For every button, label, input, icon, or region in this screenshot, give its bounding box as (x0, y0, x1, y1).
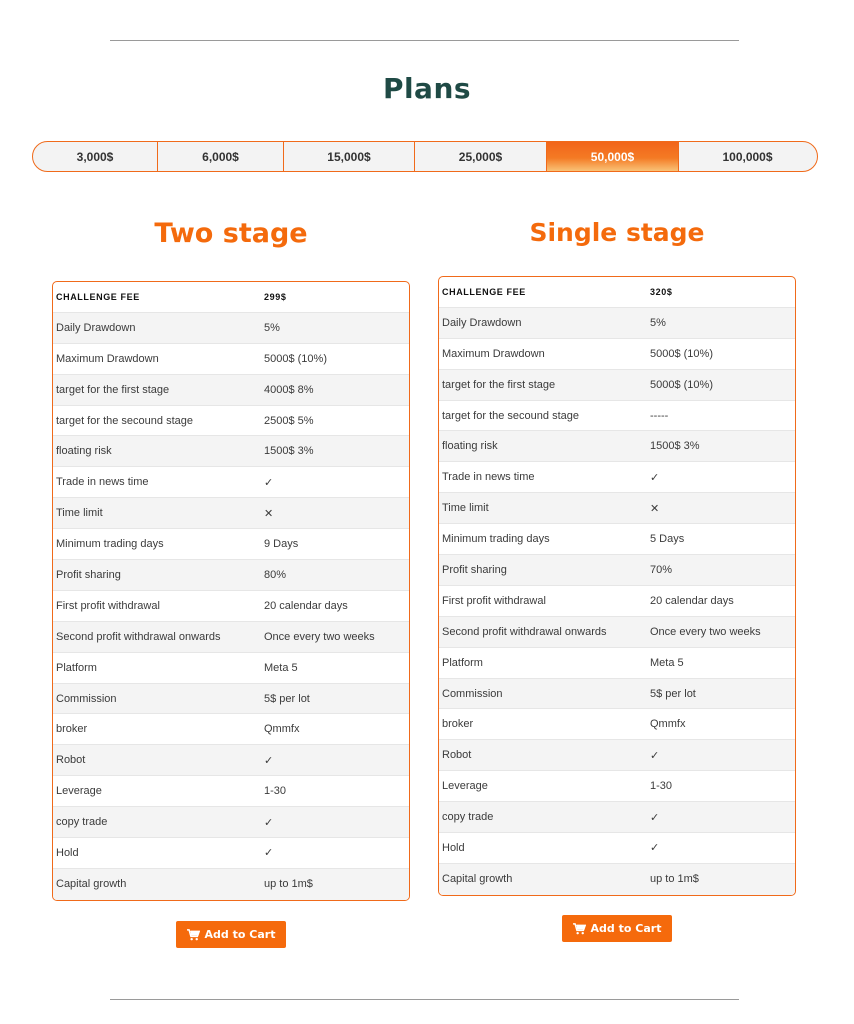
plan-tab-15000[interactable]: 15,000$ (284, 142, 415, 171)
table-row (53, 622, 409, 653)
row-value: Meta 5 (650, 656, 684, 669)
cross-icon: ✕ (650, 502, 660, 515)
cross-icon: ✕ (264, 507, 274, 520)
row-value: 1500$ 3% (650, 440, 700, 453)
row-value: 5000$ (10%) (264, 352, 327, 365)
top-divider (110, 40, 739, 41)
table-row (439, 524, 795, 555)
table-row (439, 431, 795, 462)
row-label: Minimum trading days (56, 538, 164, 551)
table-row (439, 802, 795, 833)
single-stage-heading: Single stage (529, 218, 705, 247)
table-row (53, 313, 409, 344)
check-icon: ✓ (650, 842, 660, 855)
cart-icon (573, 923, 586, 935)
table-row (53, 684, 409, 715)
row-value: 20 calendar days (650, 594, 734, 607)
row-value: up to 1m$ (650, 873, 699, 886)
row-label: Second profit withdrawal onwards (56, 630, 221, 643)
row-label: Time limit (56, 507, 103, 520)
table-row (439, 864, 795, 895)
plan-tab-25000[interactable]: 25,000$ (415, 142, 547, 171)
row-value: 5% (650, 316, 666, 329)
row-value: 70% (650, 563, 673, 576)
check-icon: ✓ (650, 749, 660, 762)
plan-tab-6000[interactable]: 6,000$ (158, 142, 284, 171)
row-label: Platform (56, 661, 97, 674)
table-row (53, 745, 409, 776)
row-label: CHALLENGE FEE (56, 291, 140, 302)
row-label: Profit sharing (56, 568, 121, 581)
row-label: Time limit (442, 502, 489, 515)
row-value: 1-30 (650, 780, 673, 793)
table-row (439, 617, 795, 648)
bottom-divider (110, 999, 739, 1000)
row-label: Second profit withdrawal onwards (442, 625, 607, 638)
plan-tab-100000[interactable]: 100,000$ (722, 149, 773, 164)
row-value: Qmmfx (264, 723, 300, 736)
row-label: target for the first stage (56, 383, 170, 396)
table-row (53, 436, 409, 467)
table-row (439, 370, 795, 401)
row-value: up to 1m$ (264, 878, 313, 891)
table-row (439, 586, 795, 617)
two-stage-plan-table (52, 281, 410, 901)
row-label: Profit sharing (442, 563, 507, 576)
table-row (53, 406, 409, 437)
row-label: Platform (442, 656, 483, 669)
row-value: Once every two weeks (650, 625, 761, 638)
table-row (439, 493, 795, 524)
row-value: 80% (264, 568, 287, 581)
single-stage-plan-table (438, 276, 796, 896)
row-label: Robot (56, 754, 86, 767)
table-row (53, 591, 409, 622)
page-title: Plans (382, 72, 472, 105)
row-label: Robot (442, 749, 472, 762)
plan-tab-3000[interactable]: 3,000$ (33, 142, 158, 171)
row-label: broker (442, 718, 474, 731)
row-label: Leverage (442, 780, 488, 793)
check-icon: ✓ (264, 816, 274, 829)
table-row (439, 462, 795, 493)
row-value: 5000$ (10%) (650, 378, 713, 391)
table-row (439, 771, 795, 802)
table-row (53, 498, 409, 529)
two-stage-add-to-cart-button[interactable] (176, 921, 286, 948)
row-label: Daily Drawdown (56, 321, 136, 334)
table-row (53, 560, 409, 591)
add-to-cart-label: Add to Cart (204, 928, 276, 941)
row-value: 9 Days (264, 538, 299, 551)
table-row (439, 648, 795, 679)
table-row (439, 679, 795, 710)
plan-tab-50000[interactable]: 50,000$ (547, 142, 679, 171)
row-label: Trade in news time (442, 471, 535, 484)
table-row (53, 869, 409, 900)
cart-icon (187, 929, 200, 941)
row-value: 2500$ 5% (264, 414, 314, 427)
row-label: Capital growth (442, 873, 513, 886)
row-value: 1500$ 3% (264, 445, 314, 458)
row-label: CHALLENGE FEE (442, 286, 526, 297)
row-label: Commission (442, 687, 503, 700)
row-value: 5% (264, 321, 280, 334)
row-label: Trade in news time (56, 476, 149, 489)
table-row (439, 401, 795, 432)
row-label: Minimum trading days (442, 533, 550, 546)
table-row (53, 653, 409, 684)
row-label: copy trade (56, 816, 108, 829)
row-value: 5$ per lot (264, 692, 310, 705)
check-icon: ✓ (264, 847, 274, 860)
row-value: Meta 5 (264, 661, 298, 674)
check-icon: ✓ (650, 471, 660, 484)
table-row (439, 555, 795, 586)
table-row (53, 776, 409, 807)
two-stage-heading: Two stage (154, 218, 308, 249)
plan-size-selector (32, 141, 818, 172)
row-label: Capital growth (56, 878, 127, 891)
table-header-row (439, 277, 795, 308)
row-value: Qmmfx (650, 718, 686, 731)
row-value: 5$ per lot (650, 687, 696, 700)
row-value: 5000$ (10%) (650, 347, 713, 360)
table-row (439, 709, 795, 740)
check-icon: ✓ (264, 754, 274, 767)
table-row (53, 714, 409, 745)
row-label: First profit withdrawal (442, 594, 546, 607)
row-label: broker (56, 723, 88, 736)
add-to-cart-label: Add to Cart (590, 922, 662, 935)
row-value: Once every two weeks (264, 630, 375, 643)
row-value: 1-30 (264, 785, 287, 798)
check-icon: ✓ (650, 811, 660, 824)
row-label: Maximum Drawdown (442, 347, 545, 360)
row-label: Commission (56, 692, 117, 705)
row-label: Hold (442, 841, 465, 854)
row-value: ----- (650, 409, 669, 422)
row-label: Daily Drawdown (442, 316, 522, 329)
single-stage-add-to-cart-button[interactable] (562, 915, 672, 942)
row-label: Maximum Drawdown (56, 352, 159, 365)
row-label: target for the secound stage (442, 409, 579, 422)
row-label: Leverage (56, 785, 102, 798)
table-row (53, 344, 409, 375)
table-row (53, 529, 409, 560)
row-value: 4000$ 8% (264, 383, 314, 396)
table-row (439, 339, 795, 370)
table-row (53, 375, 409, 406)
row-value: 20 calendar days (264, 599, 348, 612)
row-label: floating risk (442, 440, 498, 453)
row-label: target for the secound stage (56, 414, 193, 427)
row-value: 5 Days (650, 533, 685, 546)
row-label: floating risk (56, 445, 112, 458)
table-header-row (53, 282, 409, 313)
row-value: 320$ (650, 286, 673, 297)
table-row (53, 467, 409, 498)
row-value: 299$ (264, 291, 287, 302)
row-label: copy trade (442, 811, 494, 824)
row-label: First profit withdrawal (56, 599, 160, 612)
table-row (439, 308, 795, 339)
row-label: target for the first stage (442, 378, 556, 391)
table-row (53, 838, 409, 869)
table-row (439, 740, 795, 771)
row-label: Hold (56, 846, 79, 859)
table-row (439, 833, 795, 864)
table-row (53, 807, 409, 838)
check-icon: ✓ (264, 476, 274, 489)
